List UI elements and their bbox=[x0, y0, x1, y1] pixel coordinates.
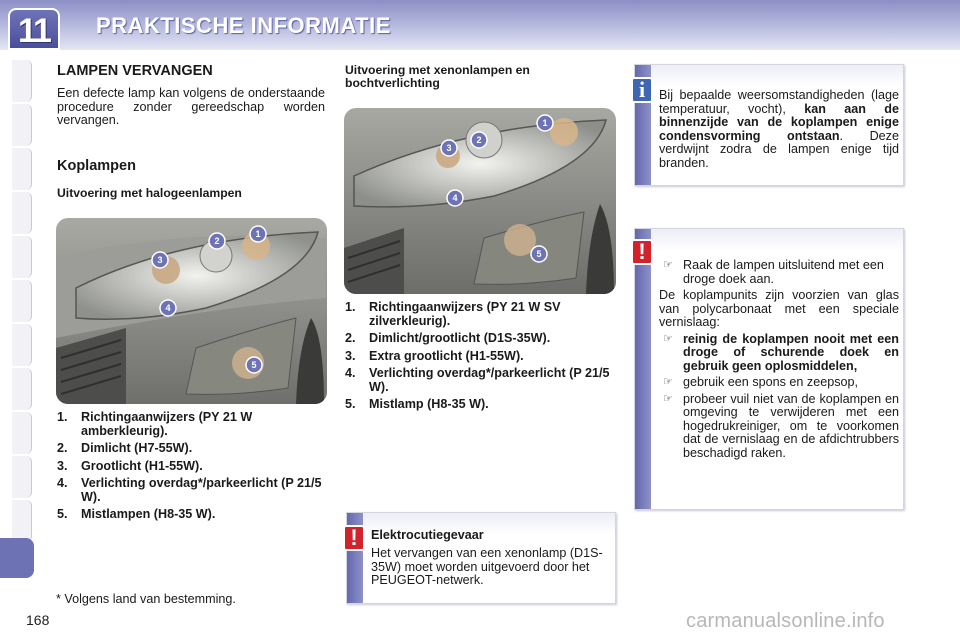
condensation-info-note bbox=[634, 64, 904, 186]
pointing-hand-icon: ☞ bbox=[663, 376, 673, 388]
list-item: 5. Mistlamp (H8-35 W). bbox=[345, 397, 489, 411]
callout-2: 2 bbox=[214, 236, 220, 246]
note-body bbox=[659, 259, 899, 463]
chapter-tab[interactable] bbox=[12, 412, 32, 454]
watermark: carmanualsonline.info bbox=[686, 610, 885, 632]
info-icon: i bbox=[631, 77, 653, 103]
warning-icon: ! bbox=[631, 239, 653, 265]
list-item: ☞ gebruik een spons en zeepsop, bbox=[659, 376, 899, 390]
callout-2: 2 bbox=[476, 135, 482, 145]
xenon-subheading: Uitvoering met xenonlampen en bochtverlichting bbox=[345, 63, 530, 90]
electrocution-warning-note bbox=[346, 512, 616, 604]
callout-5: 5 bbox=[536, 249, 542, 259]
pointing-hand-icon: ☞ bbox=[663, 332, 673, 345]
halogen-headlamp-image bbox=[56, 218, 327, 404]
callout-5: 5 bbox=[251, 360, 257, 370]
list-item: ☞ Raak de lampen uitsluitend met een droge doek aan. bbox=[659, 259, 899, 286]
list-item: 2. Dimlicht (H7-55W). bbox=[57, 441, 193, 455]
chapter-tab[interactable] bbox=[12, 280, 32, 322]
chapter-tab[interactable] bbox=[12, 368, 32, 410]
intro-text: Een defecte lamp kan volgens de onderstaande procedure zonder gereedschap worden vervangen. bbox=[57, 86, 325, 127]
chapter-tab-active[interactable] bbox=[0, 538, 34, 578]
callout-4: 4 bbox=[452, 193, 458, 203]
halogen-lamp-list bbox=[57, 411, 327, 526]
list-item: ☞ reinig de koplampen nooit met een droge of schurende doek en gebruik geen oplosmiddelen, bbox=[659, 333, 899, 374]
callout-1: 1 bbox=[542, 118, 548, 128]
chapter-tab[interactable] bbox=[12, 456, 32, 498]
chapter-tabs bbox=[0, 60, 34, 580]
header-band bbox=[0, 0, 960, 50]
chapter-tab[interactable] bbox=[12, 236, 32, 278]
chapter-badge bbox=[8, 8, 60, 50]
callout-1: 1 bbox=[255, 229, 261, 239]
callout-3: 3 bbox=[157, 255, 163, 265]
chapter-number: 11 bbox=[18, 12, 50, 50]
halogen-subheading: Uitvoering met halogeenlampen bbox=[57, 186, 242, 200]
list-item: 1. Richtingaanwijzers (PY 21 W SV zilverkleurig). bbox=[345, 300, 561, 328]
note-text: Bij bepaalde weersomstandigheden (lage temperatuur, vocht), kan aan de binnenzijde van de koplampen enige condensvorming ontstaan. Deze verdwijnt zodra de lampen enige tijd branden. bbox=[659, 88, 899, 170]
list-item: ☞ probeer vuil niet van de koplampen en omgeving te verwijderen met een hogedrukreiniger, om te voorkomen dat de vernislaag en de afdichtrubbers beschadigd raken. bbox=[659, 393, 899, 461]
note-title: Elektrocutiegevaar bbox=[371, 528, 484, 542]
note-paragraph: De koplampunits zijn voorzien van glas van polycarbonaat met een speciale vernislaag: bbox=[659, 288, 899, 329]
list-item: 5. Mistlampen (H8-35 W). bbox=[57, 507, 216, 521]
list-item: 4. Verlichting overdag*/parkeerlicht (P 21/5 W). bbox=[57, 476, 322, 504]
callout-3: 3 bbox=[446, 143, 452, 153]
list-item: 3. Extra grootlicht (H1-55W). bbox=[345, 348, 524, 363]
note-text: Het vervangen van een xenonlamp (D1S-35W) moet worden uitgevoerd door het PEUGEOT-netwerk. bbox=[371, 546, 603, 587]
callout-4: 4 bbox=[165, 303, 171, 313]
xenon-lamp-list bbox=[345, 301, 617, 416]
xenon-headlamp-image bbox=[344, 108, 616, 294]
headlamp-care-warning-note bbox=[634, 228, 904, 510]
chapter-tab[interactable] bbox=[12, 500, 32, 542]
list-item: 3. Grootlicht (H1-55W). bbox=[57, 458, 203, 473]
chapter-tab[interactable] bbox=[12, 60, 32, 102]
section-title: LAMPEN VERVANGEN bbox=[57, 63, 213, 79]
chapter-tab[interactable] bbox=[12, 324, 32, 366]
list-item: 4. Verlichting overdag*/parkeerlicht (P 21/5 W). bbox=[345, 366, 610, 394]
chapter-tab[interactable] bbox=[12, 192, 32, 234]
warning-icon: ! bbox=[343, 525, 365, 551]
page-title: PRAKTISCHE INFORMATIE bbox=[96, 13, 391, 38]
pointing-hand-icon: ☞ bbox=[663, 392, 673, 405]
list-item: 2. Dimlicht/grootlicht (D1S-35W). bbox=[345, 331, 551, 345]
pointing-hand-icon: ☞ bbox=[663, 259, 673, 271]
footnote: * Volgens land van bestemming. bbox=[56, 592, 236, 606]
chapter-tab[interactable] bbox=[12, 148, 32, 190]
list-item: 1. Richtingaanwijzers (PY 21 W amberkleurig). bbox=[57, 410, 253, 438]
headlamps-heading: Koplampen bbox=[57, 158, 136, 174]
chapter-tab[interactable] bbox=[12, 104, 32, 146]
page-number: 168 bbox=[26, 612, 50, 628]
